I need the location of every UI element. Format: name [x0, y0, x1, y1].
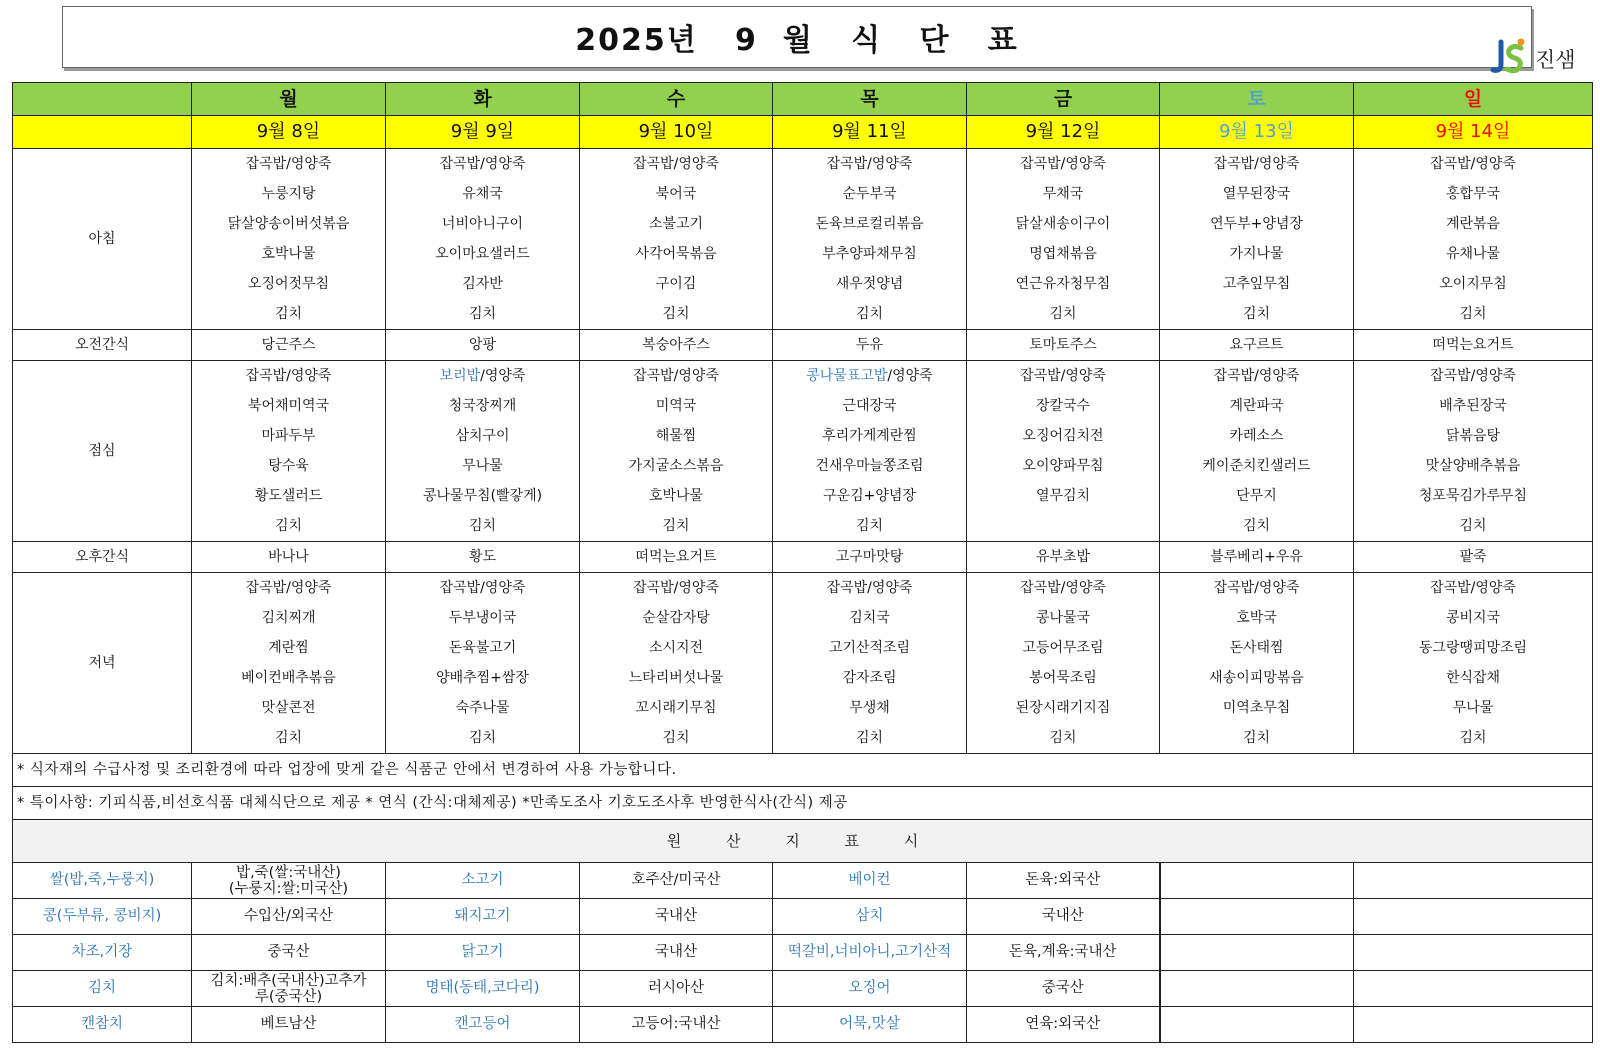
menu-item: 잡곡밥/영양죽	[1020, 156, 1106, 172]
pm-snack-row	[13, 542, 1593, 573]
menu-item: 오징어젓무침	[247, 276, 330, 292]
origin-country: 고등어:국내산	[580, 1007, 773, 1043]
origin-country-line: 김치:배추(국내산)고추가	[210, 972, 367, 989]
menu-item: 순살감자탕	[642, 610, 710, 626]
menu-item: 잡곡밥/영양죽	[633, 368, 719, 384]
menu-item: 오이지무침	[1439, 276, 1507, 292]
pm-snack-item: 유부초밥	[967, 542, 1160, 573]
menu-item: 김치	[1049, 306, 1077, 322]
menu-item: 베이컨배추볶음	[241, 670, 336, 686]
pm-snack-item: 블루베리+우유	[1160, 542, 1354, 573]
origin-country	[192, 971, 386, 1007]
origin-empty-cell	[1354, 899, 1593, 935]
menu-item: 구이김	[655, 276, 697, 292]
menu-item: 두부냉이국	[448, 610, 517, 626]
menu-item: 홍합무국	[1445, 186, 1501, 202]
menu-item-list	[1354, 573, 1592, 753]
menu-item: 가지굴소스볶음	[628, 458, 724, 474]
menu-item: 계란찜	[268, 640, 309, 656]
menu-item: 명엽채볶음	[1029, 246, 1097, 262]
menu-item-list	[967, 361, 1159, 541]
pm-snack-item: 바나나	[192, 542, 386, 573]
origin-country: 중국산	[967, 971, 1160, 1007]
menu-item: 잡곡밥/영양죽	[1020, 368, 1106, 384]
menu-item: 김치	[662, 306, 690, 322]
origin-empty-cell	[1354, 935, 1593, 971]
menu-item: 열무김치	[1035, 488, 1091, 504]
menu-item	[967, 511, 1159, 541]
date-cell: 9월 10일	[580, 116, 773, 149]
menu-item: 김치국	[849, 610, 890, 626]
menu-item-list	[773, 573, 966, 753]
breakfast-row	[13, 149, 1593, 330]
origin-country: 러시아산	[580, 971, 773, 1007]
menu-item: 김치	[855, 518, 884, 534]
menu-item: 청국장찌개	[448, 398, 517, 414]
am-snack-item: 앙팡	[386, 330, 580, 361]
menu-item: 호박국	[1236, 610, 1277, 626]
menu-item: 닭살양송이버섯볶음	[227, 216, 350, 232]
note-text: * 식자재의 수급사정 및 조리환경에 따라 업장에 맞게 같은 식품군 안에서 변경하여 사용 가능합니다.	[13, 754, 1593, 787]
menu-item: 계란볶음	[1445, 216, 1501, 232]
menu-item: 김치	[855, 306, 884, 322]
origin-empty-cell	[1160, 1007, 1354, 1043]
menu-item: 김치	[1459, 730, 1487, 746]
origin-empty-cell	[1354, 863, 1593, 899]
menu-item-list	[192, 573, 385, 753]
date-header-row	[13, 116, 1593, 149]
menu-item-list	[967, 149, 1159, 329]
menu-item: 무채국	[1042, 186, 1084, 202]
menu-item	[386, 361, 579, 391]
page-title: 2025년 9 월 식 단 표	[575, 23, 1019, 58]
menu-item: 연두부+양념장	[1210, 216, 1303, 232]
menu-item: 느타리버섯나물	[628, 670, 724, 686]
menu-item: 잡곡밥/영양죽	[245, 156, 332, 172]
menu-item: 꼬시래기무침	[635, 700, 717, 716]
menu-item: 닭살새송이구이	[1015, 216, 1111, 232]
weekday-cell: 토	[1160, 83, 1354, 116]
pm-snack-item: 황도	[386, 542, 580, 573]
menu-item-list	[192, 149, 385, 329]
menu-item: 김치	[662, 518, 690, 534]
menu-item: 열무된장국	[1222, 186, 1291, 202]
menu-item: 콩나물무침(빨갛게)	[422, 488, 543, 504]
menu-item: 잡곡밥/영양죽	[826, 156, 913, 172]
weekday-header-row	[13, 83, 1593, 116]
menu-item: 소시지전	[648, 640, 704, 656]
origin-food: 김치	[13, 971, 192, 1007]
date-cell: 9월 11일	[773, 116, 967, 149]
origin-country-line: (누룽지:쌀:미국산)	[228, 880, 349, 897]
origin-food: 어묵,맛살	[773, 1007, 967, 1043]
menu-item: 소불고기	[648, 216, 704, 232]
dinner-row	[13, 573, 1593, 754]
menu-item: 미역초무침	[1222, 700, 1291, 716]
origin-empty-cell	[1354, 1007, 1593, 1043]
menu-item: 잡곡밥/영양죽	[1213, 368, 1300, 384]
origin-food: 베이컨	[773, 863, 967, 899]
menu-item-list	[773, 361, 966, 541]
am-snack-item: 당근주스	[192, 330, 386, 361]
origin-country-line: 밥,죽(쌀:국내산)	[236, 864, 341, 881]
menu-item: 잡곡밥/영양죽	[826, 580, 913, 596]
origin-country: 돈육:외국산	[967, 863, 1160, 899]
menu-item: 오이양파무침	[1022, 458, 1104, 474]
menu-item: 계란파국	[1229, 398, 1284, 414]
origin-empty-cell	[1160, 971, 1354, 1007]
brand-name: 진샘	[1535, 48, 1576, 72]
menu-item-list	[386, 573, 579, 753]
dinner-menu-cell	[967, 573, 1160, 754]
menu-item: 봉어묵조림	[1029, 670, 1097, 686]
dinner-menu-cell	[1160, 573, 1354, 754]
origin-empty-cell	[1160, 899, 1354, 935]
weekly-menu-table	[12, 82, 1593, 1043]
menu-item: 숙주나물	[455, 700, 510, 716]
menu-item: 배추된장국	[1439, 398, 1507, 414]
menu-item: 무나물	[1452, 700, 1494, 716]
weekday-cell: 월	[192, 83, 386, 116]
menu-item: 김치	[1459, 306, 1487, 322]
menu-item: 청포묵김가루무침	[1418, 488, 1528, 504]
menu-item: 김치	[1459, 518, 1487, 534]
origin-food: 닭고기	[386, 935, 580, 971]
menu-item: 한식잡채	[1445, 670, 1501, 686]
menu-item: 잡곡밥/영양죽	[439, 156, 526, 172]
menu-item: 건새우마늘쫑조림	[815, 458, 924, 474]
breakfast-menu-cell	[1160, 149, 1354, 330]
origin-food: 삼치	[773, 899, 967, 935]
dinner-menu-cell	[580, 573, 773, 754]
dinner-menu-cell	[192, 573, 386, 754]
lunch-label: 점심	[13, 361, 192, 542]
special-rice: 보리밥	[439, 368, 481, 384]
origin-food: 소고기	[386, 863, 580, 899]
breakfast-menu-cell	[386, 149, 580, 330]
origin-empty-cell	[1160, 863, 1354, 899]
date-cell: 9월 12일	[967, 116, 1160, 149]
menu-item: 사각어묵볶음	[635, 246, 717, 262]
lunch-menu-cell	[1354, 361, 1593, 542]
menu-item: 호박나물	[648, 488, 704, 504]
menu-item: 후리가게계란찜	[822, 428, 917, 444]
menu-item: 북어국	[655, 186, 697, 202]
menu-item: 부추양파채무침	[822, 246, 917, 262]
breakfast-menu-cell	[1354, 149, 1593, 330]
menu-item: 잡곡밥/영양죽	[633, 156, 719, 172]
menu-item: 잡곡밥/영양죽	[1430, 368, 1516, 384]
am-snack-row	[13, 330, 1593, 361]
menu-title-box	[62, 6, 1532, 68]
date-cell: 9월 14일	[1354, 116, 1593, 149]
origin-row	[13, 863, 1593, 899]
menu-item: 닭볶음탕	[1445, 428, 1501, 444]
dinner-menu-cell	[773, 573, 967, 754]
origin-food: 차조,기장	[13, 935, 192, 971]
menu-item: 카레소스	[1229, 428, 1284, 444]
origin-country: 호주산/미국산	[580, 863, 773, 899]
menu-item: 고추잎무침	[1222, 276, 1291, 292]
menu-item: 순두부국	[842, 186, 897, 202]
menu-item: 구운김+양념장	[823, 488, 916, 504]
menu-item-list	[192, 361, 385, 541]
lunch-menu-cell	[967, 361, 1160, 542]
menu-item: 단무지	[1236, 488, 1277, 504]
dinner-menu-cell	[386, 573, 580, 754]
menu-item: 마파두부	[261, 428, 316, 444]
menu-item-list	[386, 149, 579, 329]
pm-snack-item: 팥죽	[1354, 542, 1593, 573]
weekday-cell: 화	[386, 83, 580, 116]
origin-row	[13, 971, 1593, 1007]
origin-country: 국내산	[580, 899, 773, 935]
menu-item: 김치찌개	[261, 610, 316, 626]
special-rice: 콩나물표고밥	[806, 368, 888, 384]
breakfast-menu-cell	[967, 149, 1160, 330]
note-row	[13, 754, 1593, 787]
menu-item: 돈사태찜	[1229, 640, 1284, 656]
origin-country-line: 루(중국산)	[254, 988, 323, 1005]
menu-item: 김치	[274, 306, 303, 322]
menu-item: 오징어김치전	[1022, 428, 1104, 444]
dinner-label: 저녁	[13, 573, 192, 754]
am-snack-item: 떠먹는요거트	[1354, 330, 1593, 361]
origin-country: 중국산	[192, 935, 386, 971]
menu-item: 감자조림	[842, 670, 897, 686]
lunch-menu-cell	[192, 361, 386, 542]
origin-empty-cell	[1160, 935, 1354, 971]
menu-item-list	[1160, 573, 1353, 753]
menu-item: 근대장국	[842, 398, 897, 414]
menu-item: 김치	[1242, 730, 1271, 746]
menu-item: 가지나물	[1229, 246, 1284, 262]
menu-item: 잡곡밥/영양죽	[1020, 580, 1106, 596]
menu-item: 연근유자청무침	[1015, 276, 1111, 292]
menu-item: 김치	[468, 730, 497, 746]
origin-food: 캔고등어	[386, 1007, 580, 1043]
lunch-menu-cell	[773, 361, 967, 542]
menu-item: 된장시래기지짐	[1015, 700, 1111, 716]
menu-item: 돈육불고기	[448, 640, 517, 656]
am-snack-item: 두유	[773, 330, 967, 361]
menu-item-list	[386, 361, 579, 541]
menu-item: 유채국	[462, 186, 503, 202]
note-text: * 특이사항: 기피식품,비선호식품 대체식단으로 제공 * 연식 (간식:대체제공) *만족도조사 기호도조사후 반영한식사(간식) 제공	[13, 787, 1593, 820]
menu-item: 잡곡밥/영양죽	[633, 580, 719, 596]
menu-item: 고기산적조림	[828, 640, 911, 656]
menu-item-list	[1160, 149, 1353, 329]
am-snack-item: 요구르트	[1160, 330, 1354, 361]
pm-snack-label: 오후간식	[13, 542, 192, 573]
menu-item: 누룽지탕	[261, 186, 316, 202]
origin-food: 떡갈비,너비아니,고기산적	[773, 935, 967, 971]
origin-row	[13, 1007, 1593, 1043]
breakfast-menu-cell	[773, 149, 967, 330]
breakfast-menu-cell	[192, 149, 386, 330]
date-cell: 9월 9일	[386, 116, 580, 149]
menu-item: 동그랑땡피망조림	[1418, 640, 1528, 656]
origin-country: 수입산/외국산	[192, 899, 386, 935]
menu-item: 호박나물	[261, 246, 316, 262]
menu-item: 유채나물	[1445, 246, 1501, 262]
origin-country: 국내산	[967, 899, 1160, 935]
menu-item: 잡곡밥/영양죽	[1213, 580, 1300, 596]
weekday-cell: 금	[967, 83, 1160, 116]
breakfast-menu-cell	[580, 149, 773, 330]
lunch-menu-cell	[1160, 361, 1354, 542]
origin-title-row	[13, 820, 1593, 863]
menu-item: 김치	[855, 730, 884, 746]
date-cell: 9월 8일	[192, 116, 386, 149]
menu-item: 김치	[1242, 518, 1271, 534]
menu-item: 잡곡밥/영양죽	[439, 580, 526, 596]
menu-item: 케이준치킨샐러드	[1202, 458, 1311, 474]
origin-country: 연육:외국산	[967, 1007, 1160, 1043]
origin-country: 국내산	[580, 935, 773, 971]
dinner-menu-cell	[1354, 573, 1593, 754]
menu-item: 무생채	[849, 700, 890, 716]
lunch-menu-cell	[386, 361, 580, 542]
weekday-cell: 목	[773, 83, 967, 116]
origin-title: 원 산 지 표 시	[13, 820, 1593, 863]
menu-item: 고등어무조림	[1022, 640, 1104, 656]
menu-item: 김치	[1049, 730, 1077, 746]
menu-item-list	[580, 361, 772, 541]
menu-item: 김치	[468, 306, 497, 322]
menu-item: 맛살양배추볶음	[1425, 458, 1521, 474]
menu-item: 새우젓양념	[835, 276, 904, 292]
origin-food: 돼지고기	[386, 899, 580, 935]
menu-item: 잡곡밥/영양죽	[245, 580, 332, 596]
corner-cell	[13, 83, 192, 116]
menu-item	[773, 361, 966, 391]
am-snack-label: 오전간식	[13, 330, 192, 361]
menu-item: 잡곡밥/영양죽	[1213, 156, 1300, 172]
menu-item: 김치	[1242, 306, 1271, 322]
origin-country: 베트남산	[192, 1007, 386, 1043]
lunch-menu-cell	[580, 361, 773, 542]
menu-item: 새송이피망볶음	[1209, 670, 1304, 686]
note-row	[13, 787, 1593, 820]
menu-item-list	[1354, 149, 1592, 329]
menu-item: 콩비지국	[1445, 610, 1501, 626]
menu-item: 김치	[274, 518, 303, 534]
menu-item-list	[1160, 361, 1353, 541]
weekday-cell: 수	[580, 83, 773, 116]
origin-food: 오징어	[773, 971, 967, 1007]
menu-item: 돈육브로컬리볶음	[815, 216, 924, 232]
menu-item: 삼치구이	[455, 428, 510, 444]
menu-item-list	[580, 573, 772, 753]
menu-item: 잡곡밥/영양죽	[1430, 156, 1516, 172]
origin-food: 명태(동태,코다리)	[386, 971, 580, 1007]
menu-item: 양배추찜+쌈장	[436, 670, 529, 686]
pm-snack-item: 고구마맛탕	[773, 542, 967, 573]
menu-item: 김치	[662, 730, 690, 746]
origin-country	[192, 863, 386, 899]
am-snack-item: 토마토주스	[967, 330, 1160, 361]
menu-item: 무나물	[462, 458, 503, 474]
origin-food: 콩(두부류, 콩비지)	[13, 899, 192, 935]
origin-empty-cell	[1354, 971, 1593, 1007]
menu-item: 미역국	[655, 398, 697, 414]
menu-item: 탕수육	[268, 458, 309, 474]
menu-item: 오이마요샐러드	[435, 246, 530, 262]
weekday-cell: 일	[1354, 83, 1593, 116]
menu-item: 맛살콘전	[261, 700, 316, 716]
lunch-row	[13, 361, 1593, 542]
menu-item: 김자반	[462, 276, 503, 292]
am-snack-item: 복숭아주스	[580, 330, 773, 361]
menu-item: 해물찜	[655, 428, 697, 444]
origin-food: 쌀(밥,죽,누룽지)	[13, 863, 192, 899]
menu-item: 너비아니구이	[441, 216, 524, 232]
origin-food: 캔참치	[13, 1007, 192, 1043]
menu-item: 잡곡밥/영양죽	[1430, 580, 1516, 596]
breakfast-label: 아침	[13, 149, 192, 330]
menu-item: 북어채미역국	[247, 398, 330, 414]
brand-logo	[1487, 36, 1597, 76]
menu-item-list	[1354, 361, 1592, 541]
menu-item: 황도샐러드	[254, 488, 323, 504]
menu-item: 김치	[274, 730, 303, 746]
corner-cell	[13, 116, 192, 149]
menu-item: 콩나물국	[1035, 610, 1091, 626]
date-cell: 9월 13일	[1160, 116, 1354, 149]
origin-country: 돈육,계육:국내산	[967, 935, 1160, 971]
menu-item: 장칼국수	[1035, 398, 1091, 414]
menu-item: 김치	[468, 518, 497, 534]
origin-row	[13, 935, 1593, 971]
origin-row	[13, 899, 1593, 935]
menu-item: 잡곡밥/영양죽	[245, 368, 332, 384]
js-logo-icon	[1487, 36, 1529, 76]
menu-item-list	[580, 149, 772, 329]
porridge-suffix: /영양죽	[887, 368, 933, 384]
menu-item-list	[773, 149, 966, 329]
menu-item-list	[967, 573, 1159, 753]
porridge-suffix: /영양죽	[480, 368, 526, 384]
pm-snack-item: 떠먹는요거트	[580, 542, 773, 573]
